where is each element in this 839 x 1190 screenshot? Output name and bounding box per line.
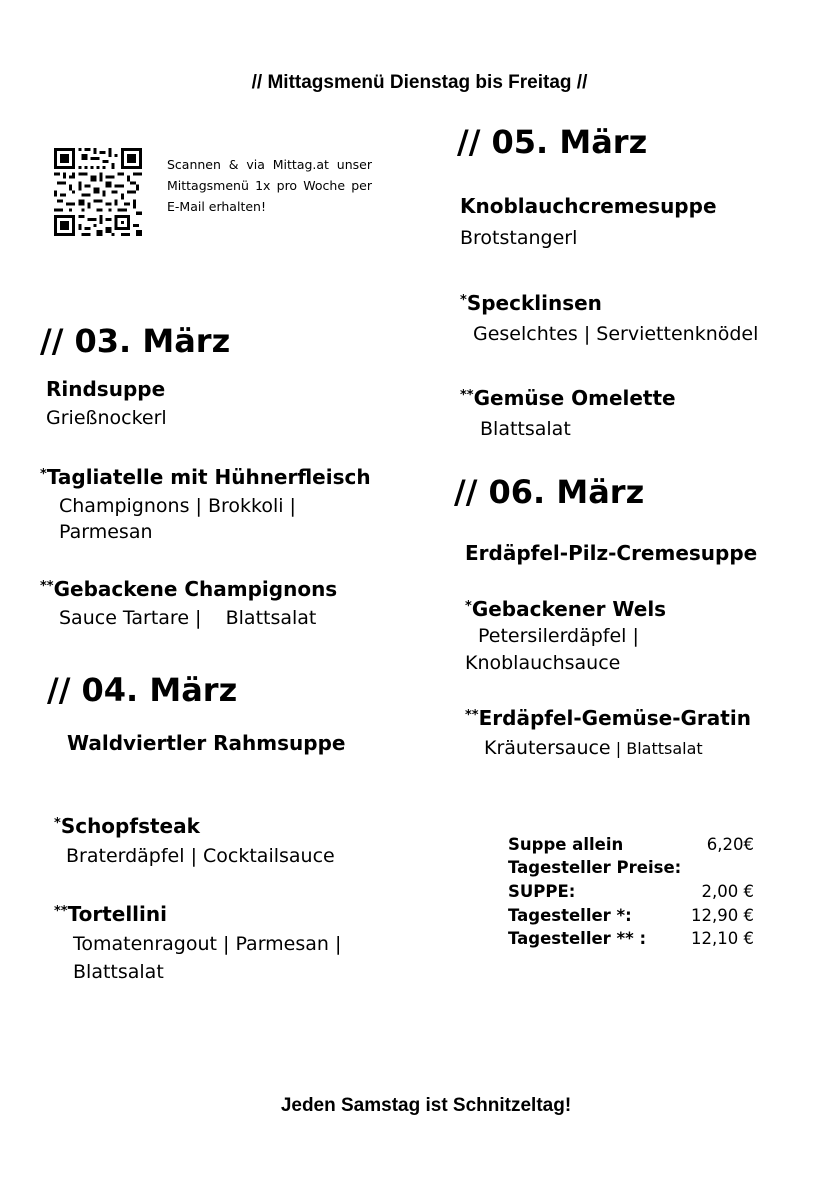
price-label-soup-alone: Suppe allein xyxy=(508,835,624,854)
footer-note: Jeden Samstag ist Schnitzeltag! xyxy=(280,1095,572,1116)
main-dish-1-06: *Gebackener Wels xyxy=(465,597,667,621)
main-dish-1-05: *Specklinsen xyxy=(460,291,602,315)
day-heading-06-maerz: // 06. März xyxy=(454,473,645,511)
main-dish-2-03: **Gebackene Champignons xyxy=(40,577,338,601)
main-dish-2-side-04: Tomatenragout | Parmesan | xyxy=(73,933,342,955)
main-dish-2-06: **Erdäpfel-Gemüse-Gratin xyxy=(465,706,751,730)
main-dish-1-side-04: Braterdäpfel | Cocktailsauce xyxy=(66,845,335,867)
soup-06: Erdäpfel-Pilz-Cremesuppe xyxy=(465,541,758,565)
day-heading-04-maerz: // 04. März xyxy=(47,671,238,709)
qr-code-icon[interactable] xyxy=(54,148,142,236)
main-dish-2-05: **Gemüse Omelette xyxy=(460,386,676,410)
main-dish-2-side-05: Blattsalat xyxy=(480,418,571,440)
soup-04: Waldviertler Rahmsuppe xyxy=(67,731,346,755)
price-label-tagesteller-2: Tagesteller ** : xyxy=(508,929,647,948)
soup-03: Rindsuppe xyxy=(46,377,166,401)
price-label-tagesteller-preise: Tagesteller Preise: xyxy=(508,858,682,877)
soup-side-05: Brotstangerl xyxy=(460,227,578,249)
main-dish-2-side-04-line2: Blattsalat xyxy=(73,961,164,983)
price-value-tagesteller-1: 12,90 € xyxy=(691,906,754,925)
main-dish-2-04: **Tortellini xyxy=(54,902,167,926)
main-dish-1-side-06-line2: Knoblauchsauce xyxy=(465,652,621,674)
main-dish-1-side-03-line2: Parmesan xyxy=(59,521,153,543)
qr-description: Scannen & via Mittag.at unser Mittagsmenü 1x pro Woche per E-Mail erhalten! xyxy=(167,157,372,214)
main-dish-1-side-06: Petersilerdäpfel | xyxy=(478,625,639,647)
price-value-soup-alone: 6,20€ xyxy=(706,835,754,854)
day-heading-03-maerz: // 03. März xyxy=(40,322,231,360)
main-dish-1-03: *Tagliatelle mit Hühnerfleisch xyxy=(40,465,371,489)
main-dish-1-side-03: Champignons | Brokkoli | xyxy=(59,495,296,517)
soup-side-03: Grießnockerl xyxy=(46,407,167,429)
main-dish-1-04: *Schopfsteak xyxy=(54,814,200,838)
main-dish-2-side-06: Kräutersauce | Blattsalat xyxy=(484,737,703,759)
day-heading-05-maerz: // 05. März xyxy=(457,123,648,161)
menu-title: // Mittagsmenü Dienstag bis Freitag // xyxy=(251,72,588,93)
price-label-tagesteller-1: Tagesteller *: xyxy=(508,906,632,925)
main-dish-1-side-05: Geselchtes | Serviettenknödel xyxy=(473,323,759,345)
price-label-suppe: SUPPE: xyxy=(508,882,576,901)
soup-05: Knoblauchcremesuppe xyxy=(460,194,717,218)
price-value-suppe: 2,00 € xyxy=(701,882,754,901)
price-value-tagesteller-2: 12,10 € xyxy=(691,929,754,948)
main-dish-2-side-03: Sauce Tartare | Blattsalat xyxy=(59,607,317,629)
